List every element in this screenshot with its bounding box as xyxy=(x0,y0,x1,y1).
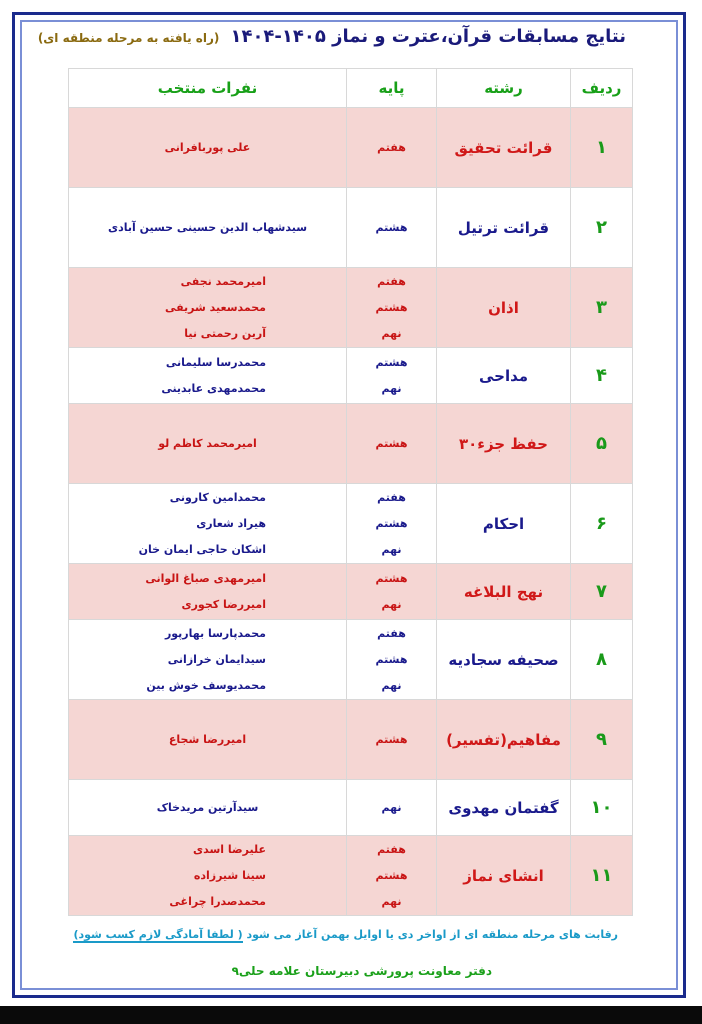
notice-text xyxy=(73,928,618,941)
grade-value: نهم xyxy=(381,381,402,395)
student-name: سینا شیرزاده xyxy=(193,868,266,882)
names-cell xyxy=(69,404,347,484)
header-names: نفرات منتخب xyxy=(69,69,347,108)
names-cell xyxy=(69,564,347,620)
row-number: ۵ xyxy=(571,404,633,484)
table-row xyxy=(69,780,633,836)
grade-cell xyxy=(347,484,437,564)
grade-value: هشتم xyxy=(375,868,408,882)
row-number: ۹ xyxy=(571,700,633,780)
grade-value: هفتم xyxy=(377,274,406,288)
grade-cell xyxy=(347,188,437,268)
student-name: محمدصدرا چراغی xyxy=(169,894,266,908)
grade-cell xyxy=(347,404,437,484)
notice-main: رقابت های مرحله منطقه ای از اواخر دی یا اوایل بهمن آغاز می شود xyxy=(246,928,618,941)
header xyxy=(37,26,626,47)
table-row xyxy=(69,700,633,780)
row-number: ۱ xyxy=(571,108,633,188)
table-header-row xyxy=(69,69,633,108)
field-name: انشای نماز xyxy=(437,836,571,916)
table-row xyxy=(69,836,633,916)
table-row xyxy=(69,108,633,188)
table-row xyxy=(69,564,633,620)
field-name: اذان xyxy=(437,268,571,348)
grade-cell xyxy=(347,620,437,700)
grade-cell xyxy=(347,564,437,620)
names-cell xyxy=(69,268,347,348)
student-name: هیراد شعاری xyxy=(196,516,266,530)
field-name: قرائت ترتیل xyxy=(437,188,571,268)
field-name: قرائت تحقیق xyxy=(437,108,571,188)
student-name: محمدیوسف خوش بین xyxy=(146,678,266,692)
grade-value: هشتم xyxy=(375,516,408,530)
names-cell xyxy=(69,484,347,564)
grade-value: نهم xyxy=(381,894,402,908)
grade-value: هفتم xyxy=(377,140,406,154)
grade-cell xyxy=(347,780,437,836)
grade-cell xyxy=(347,108,437,188)
grade-value: نهم xyxy=(381,542,402,556)
grade-value: نهم xyxy=(381,326,402,340)
names-cell xyxy=(69,188,347,268)
grade-value: نهم xyxy=(381,597,402,611)
student-name: آرین رحمتی نیا xyxy=(184,326,266,340)
student-name: امیررضا شجاع xyxy=(168,732,247,746)
names-cell xyxy=(69,108,347,188)
grade-value: هفتم xyxy=(377,490,406,504)
student-name: اشکان حاجی ایمان خان xyxy=(138,542,266,556)
table-body xyxy=(69,108,633,916)
names-cell xyxy=(69,780,347,836)
student-name: محمدامین کارونی xyxy=(169,490,266,504)
field-name: گفتمان مهدوی xyxy=(437,780,571,836)
row-number: ۳ xyxy=(571,268,633,348)
header-row-number: ردیف xyxy=(571,69,633,108)
grade-value: هشتم xyxy=(375,220,408,234)
grade-cell xyxy=(347,836,437,916)
page-subtitle: (راه یافته به مرحله منطقه ای) xyxy=(37,31,220,45)
table-row xyxy=(69,268,633,348)
field-name: مفاهیم(تفسیر) xyxy=(437,700,571,780)
grade-value: هشتم xyxy=(375,436,408,450)
names-cell xyxy=(69,620,347,700)
field-name: صحیفه سجادیه xyxy=(437,620,571,700)
grade-value: هفتم xyxy=(377,626,406,640)
row-number: ۴ xyxy=(571,348,633,404)
grade-value: هشتم xyxy=(375,652,408,666)
row-number: ۸ xyxy=(571,620,633,700)
student-name: علیرضا اسدی xyxy=(193,842,266,856)
student-name: محمدمهدی عابدینی xyxy=(161,381,266,395)
header-grade: پایه xyxy=(347,69,437,108)
field-name: مداحی xyxy=(437,348,571,404)
table-row xyxy=(69,404,633,484)
grade-value: هفتم xyxy=(377,842,406,856)
table-row xyxy=(69,188,633,268)
student-name: محمدسعید شریفی xyxy=(164,300,266,314)
student-name: سیدایمان خرازانی xyxy=(167,652,266,666)
field-name: نهج البلاغه xyxy=(437,564,571,620)
grade-cell xyxy=(347,268,437,348)
names-cell xyxy=(69,836,347,916)
grade-value: نهم xyxy=(381,800,402,814)
student-name: سیدشهاب الدین حسینی حسین آبادی xyxy=(107,220,308,234)
field-name: احکام xyxy=(437,484,571,564)
grade-value: هشتم xyxy=(375,571,408,585)
grade-value: هشتم xyxy=(375,300,408,314)
student-name: محمدرسا سلیمانی xyxy=(165,355,266,369)
table-row xyxy=(69,620,633,700)
footer-signature: دفتر معاونت پرورشی دبیرستان علامه حلی۹ xyxy=(231,964,492,978)
row-number: ۲ xyxy=(571,188,633,268)
page-title: نتایج مسابقات قرآن،عترت و نماز ۱۴۰۵-۱۴۰۴ xyxy=(230,26,626,47)
table-row xyxy=(69,348,633,404)
bottom-bar xyxy=(0,1006,702,1024)
table-row xyxy=(69,484,633,564)
names-cell xyxy=(69,348,347,404)
row-number: ۱۱ xyxy=(571,836,633,916)
grade-value: هشتم xyxy=(375,355,408,369)
header-field: رشته xyxy=(437,69,571,108)
student-name: امیرمحمد نجفی xyxy=(180,274,266,288)
names-cell xyxy=(69,700,347,780)
results-table xyxy=(68,68,633,916)
student-name: امیرمهدی صباغ الوانی xyxy=(145,571,266,585)
student-name: علی پوربافرانی xyxy=(164,140,251,154)
row-number: ۶ xyxy=(571,484,633,564)
student-name: سیدآرتین مریدخاک xyxy=(156,800,259,814)
grade-cell xyxy=(347,348,437,404)
grade-cell xyxy=(347,700,437,780)
grade-value: هشتم xyxy=(375,732,408,746)
student-name: امیررضا کجوری xyxy=(181,597,266,611)
field-name: حفظ جزء۳۰ xyxy=(437,404,571,484)
row-number: ۱۰ xyxy=(571,780,633,836)
row-number: ۷ xyxy=(571,564,633,620)
student-name: امیرمحمد کاظم لو xyxy=(158,436,257,450)
grade-value: نهم xyxy=(381,678,402,692)
notice-highlight: ( لطفا آمادگی لازم کسب شود) xyxy=(73,928,243,941)
student-name: محمدپارسا بهارپور xyxy=(164,626,266,640)
